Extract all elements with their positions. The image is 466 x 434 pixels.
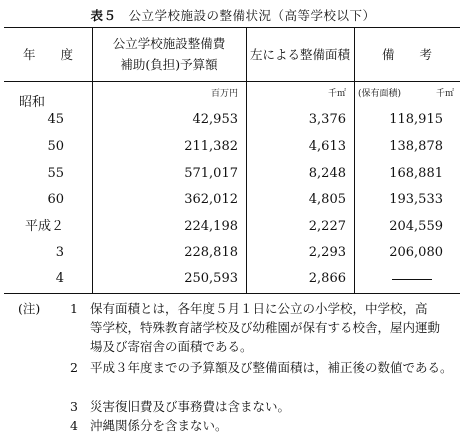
unit-subsidy: 百万円: [210, 89, 238, 99]
row-remarks: 193,533: [389, 192, 443, 207]
header-year: 年 度: [22, 47, 73, 62]
row-year: 45: [47, 112, 64, 127]
table-number: 表５: [90, 8, 117, 23]
data-table: [4, 27, 460, 294]
note-number: 4: [70, 418, 78, 433]
row-remarks: 118,915: [389, 112, 443, 127]
header-divider: [4, 81, 460, 82]
era-label-showa: 昭和: [19, 95, 46, 110]
note-text: 沖縄関係分を含まない。: [90, 418, 228, 433]
note-text: 平成３年度までの予算額及び整備面積は，補正後の数値である。: [90, 360, 453, 375]
header-subsidy: [92, 33, 246, 75]
row-remarks: 206,080: [389, 245, 443, 260]
row-area: 4,613: [308, 139, 346, 154]
row-year: 50: [47, 139, 64, 154]
table-title: [0, 6, 466, 24]
header-area: 左による整備面積: [249, 47, 350, 62]
row-year: 55: [47, 166, 64, 181]
header-remarks: 備 考: [381, 47, 432, 62]
row-year: 3: [55, 245, 64, 260]
unit-area: 千㎡: [327, 89, 346, 99]
note-number: 2: [70, 360, 78, 375]
note-text: 保有面積とは，各年度５月１日に公立の小学校，中学校，高: [90, 301, 428, 316]
row-remarks: 168,881: [389, 166, 443, 181]
header-subsidy-line1: 公立学校施設整備費: [112, 36, 226, 51]
row-subsidy: 224,198: [184, 219, 238, 234]
empty-value-dash: [392, 279, 432, 280]
header-subsidy-line2: 補助(負担)予算額: [120, 57, 218, 72]
row-area: 8,248: [308, 166, 346, 181]
note-text: 等学校，特殊教育諸学校及び幼稚園が保有する校舎，屋内運動: [90, 320, 441, 335]
row-year: 4: [55, 271, 64, 286]
row-subsidy: 228,818: [184, 245, 238, 260]
note-number: 1: [70, 301, 78, 316]
row-year: 60: [47, 192, 64, 207]
row-remarks: 204,559: [389, 219, 443, 234]
row-remarks: 138,878: [389, 139, 443, 154]
column-divider: [246, 28, 247, 293]
row-subsidy: 211,382: [184, 139, 238, 154]
row-area: 2,227: [308, 219, 346, 234]
row-area: 2,866: [308, 271, 346, 286]
note-text: 災害復旧費及び事務費は含まない。: [90, 399, 291, 414]
table-caption: 公立学校施設の整備状況（高等学校以下）: [128, 8, 376, 23]
column-divider: [354, 28, 355, 293]
row-subsidy: 362,012: [184, 192, 238, 207]
row-area: 2,293: [308, 245, 346, 260]
unit-remarks: 千㎡: [435, 89, 454, 99]
note-text: 場及び寄宿舎の面積である。: [90, 339, 253, 354]
row-area: 4,805: [308, 192, 346, 207]
row-area: 3,376: [308, 112, 346, 127]
row-year: 平成２: [24, 219, 64, 234]
note-number: 3: [70, 399, 78, 414]
notes-label: (注): [18, 301, 41, 316]
unit-remarks-label: (保有面積): [358, 89, 402, 99]
row-subsidy: 42,953: [192, 112, 238, 127]
row-subsidy: 571,017: [184, 166, 238, 181]
row-subsidy: 250,593: [184, 271, 238, 286]
